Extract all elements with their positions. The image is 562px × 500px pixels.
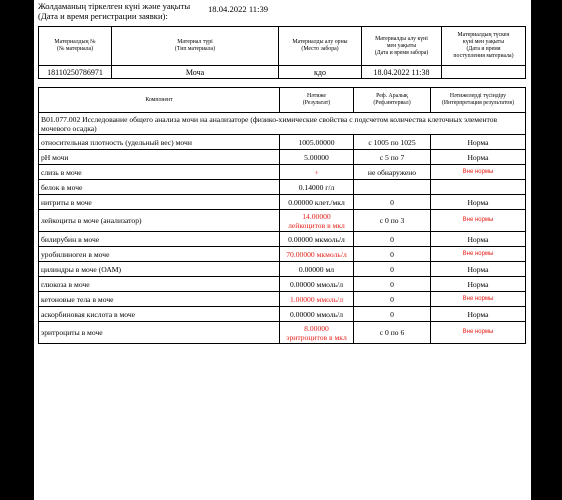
component-name: билирубин в моче: [39, 232, 280, 247]
header-material-number: Материалдың № (№ материала): [39, 27, 112, 66]
material-number: 18110250786971: [39, 66, 112, 79]
table-row: [39, 180, 526, 195]
reference-range: с 1005 по 1025: [354, 135, 431, 150]
table-row: [39, 165, 526, 180]
result-value: 0.00000 ммоль/л: [280, 277, 354, 292]
collection-place: кдо: [279, 66, 362, 79]
result-value: 0.00000 клет./мкл: [280, 195, 354, 210]
reference-range: 0: [354, 247, 431, 262]
table-row: [39, 292, 526, 307]
sample-table-value-row: [39, 66, 526, 79]
header-result: Нәтиже (Результат): [280, 88, 354, 113]
component-name: нитриты в моче: [39, 195, 280, 210]
interpretation-abnormal: Вне нормы: [431, 210, 526, 232]
reference-range: 0: [354, 195, 431, 210]
reference-range: 0: [354, 262, 431, 277]
interpretation-normal: Норма: [431, 307, 526, 322]
header-received-datetime: Материалдың түскен күні мен уақыты (Дата и время поступления материала): [442, 27, 526, 66]
result-value: +: [280, 165, 354, 180]
result-value: 0.00000 ммоль/л: [280, 307, 354, 322]
result-value: 8.00000 эритроцитов в мкл: [280, 322, 354, 344]
interpretation-normal: Норма: [431, 135, 526, 150]
table-row: [39, 210, 526, 232]
registration-label-ru: (Дата и время регистрации заявки):: [38, 11, 168, 21]
received-datetime: [442, 66, 526, 79]
component-name: аскорбиновая кислота в моче: [39, 307, 280, 322]
header-component: Компонент: [39, 88, 280, 113]
result-value: 14.00000 лейкоцитов в мкл: [280, 210, 354, 232]
interpretation-abnormal: Вне нормы: [431, 165, 526, 180]
component-name: эритроциты в моче: [39, 322, 280, 344]
reference-range: 0: [354, 232, 431, 247]
reference-range: с 5 по 7: [354, 150, 431, 165]
table-row: [39, 277, 526, 292]
material-type: Моча: [112, 66, 279, 79]
table-row: [39, 150, 526, 165]
interpretation-normal: Норма: [431, 262, 526, 277]
header-reference: Реф. Аралық (Реф.интервал): [354, 88, 431, 113]
table-row: [39, 307, 526, 322]
registration-datetime: 18.04.2022 11:39: [208, 4, 269, 14]
header-collection-place: Материалды алу орны (Место забора): [279, 27, 362, 66]
component-name: слизь в моче: [39, 165, 280, 180]
interpretation-normal: Норма: [431, 195, 526, 210]
table-row: [39, 262, 526, 277]
result-value: 0.14000 г/л: [280, 180, 354, 195]
registration-label-kz: Жолдаманың тіркелген күні және уақыты: [38, 1, 191, 11]
table-row: [39, 232, 526, 247]
result-value: 0.00000 мл: [280, 262, 354, 277]
interpretation-normal: Норма: [431, 150, 526, 165]
sample-info-table: [38, 26, 526, 79]
component-name: цилиндры в моче (ОАМ): [39, 262, 280, 277]
interpretation-abnormal: Вне нормы: [431, 322, 526, 344]
component-name: белок в моче: [39, 180, 280, 195]
table-row: [39, 195, 526, 210]
reference-range: 0: [354, 307, 431, 322]
interpretation-abnormal: Вне нормы: [431, 292, 526, 307]
component-name: кетоновые тела в моче: [39, 292, 280, 307]
section-row: [39, 113, 526, 135]
reference-range: 0: [354, 292, 431, 307]
table-row: [39, 135, 526, 150]
reference-range: с 0 по 3: [354, 210, 431, 232]
result-value: 1005.00000: [280, 135, 354, 150]
result-value: 70.00000 мкмоль/л: [280, 247, 354, 262]
document-page: [34, 0, 531, 500]
component-name: pH мочи: [39, 150, 280, 165]
reference-range: 0: [354, 277, 431, 292]
section-title: B01.077.002 Исследование общего анализа мочи на анализаторе (физико-химические свойства с подсчетом количества клеточных элементов мочевого осадка): [39, 113, 526, 135]
header-material-type: Материал түрі (Тип материала): [112, 27, 279, 66]
interpretation-abnormal: Вне нормы: [431, 247, 526, 262]
component-name: относительная плотность (удельный вес) мочи: [39, 135, 280, 150]
table-row: [39, 247, 526, 262]
reference-range: [354, 180, 431, 195]
component-name: глюкоза в моче: [39, 277, 280, 292]
registration-label: [38, 1, 190, 21]
component-name: уробилиноген в моче: [39, 247, 280, 262]
results-body: [39, 135, 526, 344]
result-value: 0.00000 мкмоль/л: [280, 232, 354, 247]
collection-datetime: 18.04.2022 11:38: [362, 66, 442, 79]
results-header-row: [39, 88, 526, 113]
interpretation-normal: Норма: [431, 277, 526, 292]
header-collection-datetime: Материалды алу күні мен уақыты (Дата и время забора): [362, 27, 442, 66]
results-table: [38, 87, 526, 344]
result-value: 1.00000 ммоль/л: [280, 292, 354, 307]
interpretation-normal: [431, 180, 526, 195]
reference-range: не обнаружено: [354, 165, 431, 180]
result-value: 5.00000: [280, 150, 354, 165]
header-interpretation: Нәтижелерді түсіндіру (Интерпретация результатов): [431, 88, 526, 113]
sample-table-header-row: [39, 27, 526, 66]
interpretation-normal: Норма: [431, 232, 526, 247]
reference-range: с 0 по 6: [354, 322, 431, 344]
table-row: [39, 322, 526, 344]
component-name: лейкоциты в моче (анализатор): [39, 210, 280, 232]
